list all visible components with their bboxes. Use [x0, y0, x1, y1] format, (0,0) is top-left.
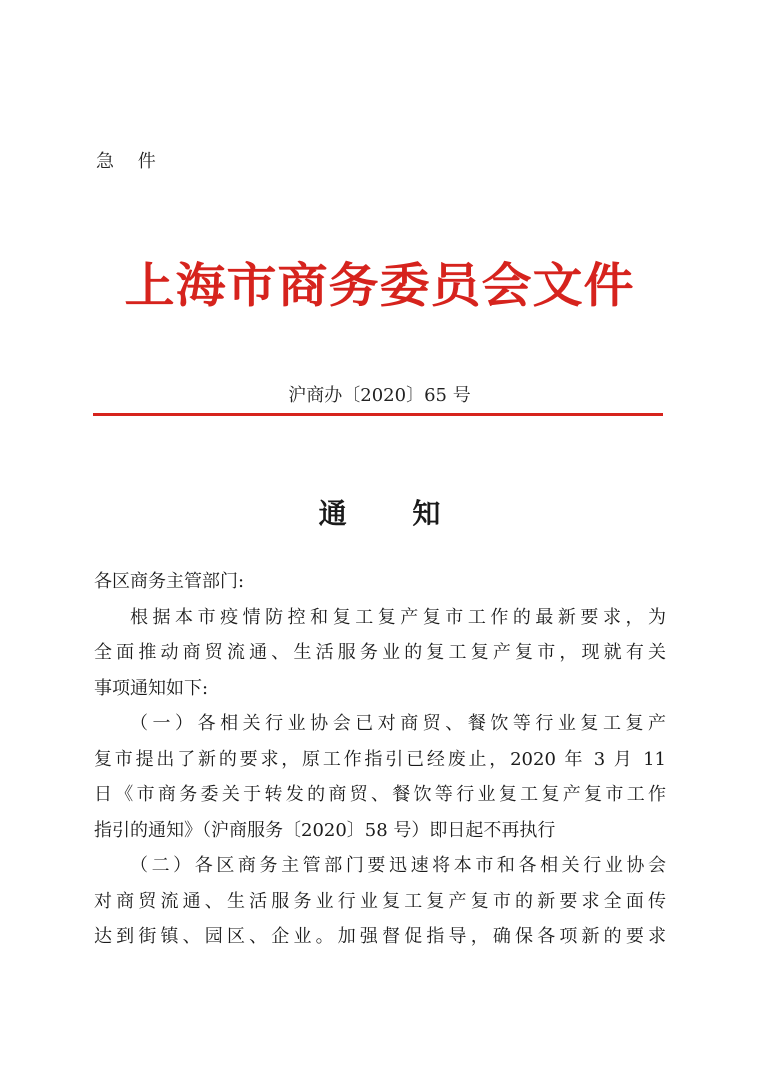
- document-number: 沪商办〔2020〕65 号: [288, 385, 471, 406]
- body-line: 根据本市疫情防控和复工复产复市工作的最新要求，为: [130, 606, 666, 628]
- body-line: （一）各相关行业协会已对商贸、餐饮等行业复工复产: [130, 713, 666, 734]
- body-line: 全面推动商贸流通、生活服务业的复工复产复市，现就有关: [94, 642, 666, 663]
- body-line: 日《市商务委关于转发的商贸、餐饮等行业复工复产复市工作: [94, 784, 666, 805]
- notice-title: 通 知: [318, 497, 469, 530]
- urgency-mark: 急 件: [96, 151, 165, 172]
- body-line: （二）各区商务主管部门要迅速将本市和各相关行业协会: [130, 855, 666, 876]
- body-line: 复市提出了新的要求，原工作指引已经废止，2020 年 3 月 11: [94, 748, 666, 770]
- salutation: 各区商务主管部门:: [94, 571, 245, 592]
- issuing-authority-header: 上海市商务委员会文件: [124, 257, 635, 314]
- body-line: 对商贸流通、生活服务业行业复工复产复市的新要求全面传: [94, 890, 666, 912]
- body-line: 指引的通知》（沪商服务〔2020〕58 号）即日起不再执行: [94, 819, 556, 841]
- body-line: 达到街镇、园区、企业。加强督促指导，确保各项新的要求: [94, 926, 666, 947]
- red-divider-line: [93, 413, 663, 416]
- body-line: 事项通知如下:: [94, 677, 209, 699]
- document-body: [94, 564, 666, 955]
